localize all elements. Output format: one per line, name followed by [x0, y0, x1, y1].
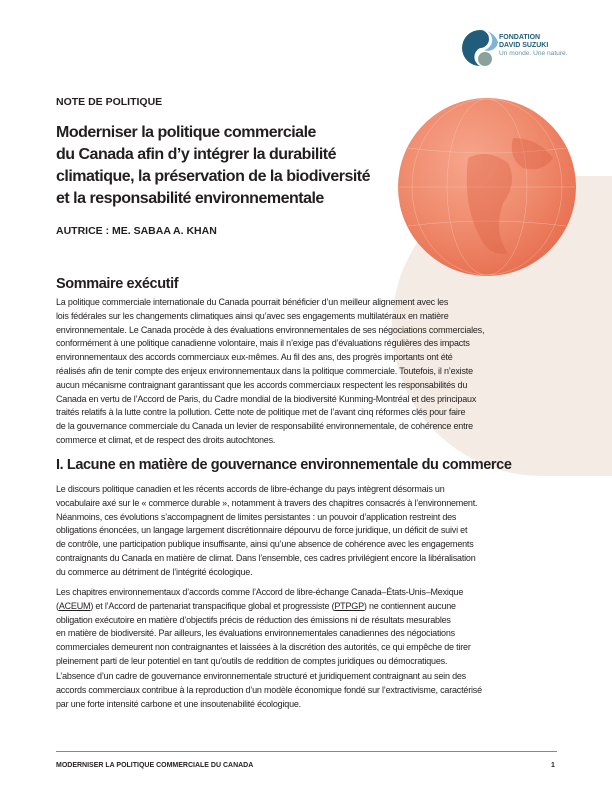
logo-tagline: Un monde. Une nature.: [499, 50, 568, 57]
title-line: Moderniser la politique commerciale: [56, 124, 316, 141]
fondation-david-suzuki-logo-icon: [462, 28, 498, 68]
title-line: et la responsabilité environnementale: [56, 190, 324, 207]
text-line: de contrôle, une participation publique insuffisante, ainsi qu’une absence de cohérence avec les engagements: [56, 539, 474, 550]
text-line: Canada en vertu de l’Accord de Paris, du Cadre mondial de la biodiversité Kunming-Montréal et des principaux: [56, 393, 477, 404]
text-line: environnementaux des accords commerciaux eux-mêmes. Au fil des ans, des progrès importants ont été: [56, 352, 453, 363]
text-line: de la gouvernance commerciale du Canada un levier de responsabilité environnementale, de cohérence entre: [56, 421, 473, 432]
text-line: vocabulaire axé sur le « commerce durable », notamment à travers des chapitres consacrés à l’environnement.: [56, 497, 478, 508]
text-line: L’absence d’un cadre de gouvernance environnementale structuré et juridiquement contraignant au sein des: [56, 671, 466, 681]
author-line: AUTRICE : ME. SABAA A. KHAN: [56, 225, 217, 237]
title-line: du Canada afin d’y intégrer la durabilité: [56, 146, 336, 163]
document-type-label: NOTE DE POLITIQUE: [56, 96, 163, 108]
text-line: environnementale. Le Canada procède à des évaluations environnementales de ses négociations commerciales,: [56, 324, 485, 335]
footer-divider: [56, 751, 557, 752]
page-number: 1: [551, 762, 555, 769]
text-line: contraignants du Canada en matière de climat. Dans l’ensemble, ces cadres privilégient encore la libéralisation: [56, 552, 476, 563]
summary-paragraph: [56, 296, 484, 448]
text: ) ne contiennent aucune: [363, 600, 456, 611]
logo-line1: FONDATION: [499, 34, 541, 41]
text-line: conformément à une politique canadienne volontaire, mais il n’exige pas d’évaluations régulières des impacts: [56, 338, 470, 349]
document-title: [56, 122, 370, 210]
text: ) et l’Accord de partenariat transpacifique global et progressiste (: [90, 600, 335, 611]
globe-image: [398, 98, 576, 276]
text: (: [56, 600, 59, 611]
text-line: commerce et climat, et de respect des droits autochtones.: [56, 434, 276, 445]
section-1-paragraph-3: [56, 670, 482, 711]
text-line: aucun mécanisme contraignant garantissant que les accords commerciaux respectent les responsabilités du: [56, 379, 468, 390]
title-line: climatique, la préservation de la biodiversité: [56, 168, 371, 185]
text-line: obligation exécutoire en matière d’objectifs précis de réduction des émissions ni de résultats mesurables: [56, 614, 451, 625]
text-line: accords commerciaux contribue à la reproduction d’un modèle économique fondé sur l’extractivisme, caractérisé: [56, 684, 482, 695]
logo-line2: DAVID SUZUKI: [499, 42, 549, 49]
text-line: Néanmoins, ces évolutions s’accompagnent de limites persistantes : un pouvoir d’application restreint des: [56, 511, 457, 522]
logo-text: [499, 34, 568, 58]
summary-heading: Sommaire exécutif: [56, 276, 179, 292]
text-line: lois fédérales sur les changements climatiques ainsi qu’avec ses engagements multilatéraux en matière: [56, 310, 449, 321]
section-1-heading: I. Lacune en matière de gouvernance environnementale du commerce: [56, 457, 512, 473]
text-line: obligations énoncées, un langage largement discrétionnaire dépourvu de force juridique, un déficit de suivi et: [56, 525, 468, 536]
section-1-paragraph-1: [56, 483, 477, 580]
aceum-link[interactable]: ACEUM: [58, 600, 91, 611]
footer-title: MODERNISER LA POLITIQUE COMMERCIALE DU CANADA: [56, 762, 254, 769]
text-line: par une forte intensité carbone et une insoutenabilité écologique.: [56, 698, 301, 709]
section-1-paragraph-2: [56, 586, 471, 669]
text-line: du commerce au détriment de l’intégrité écologique.: [56, 566, 253, 577]
ptpgp-link[interactable]: PTPGP: [334, 600, 364, 611]
text-line: [56, 600, 471, 614]
text-line: traités relatifs à la lutte contre la pollution. Cette note de politique met de l’avant cinq réformes clés pour faire: [56, 407, 466, 418]
text-line: Le discours politique canadien et les récents accords de libre-échange du pays intègrent désormais un: [56, 484, 445, 494]
text-line: en matière de biodiversité. Par ailleurs, les évaluations environnementales canadiennes des négociations: [56, 628, 455, 639]
text-line: Les chapitres environnementaux d’accords comme l’Accord de libre-échange Canada–États-Unis–Mexique: [56, 587, 464, 597]
text-line: réalisés afin de tenir compte des enjeux environnementaux dans la politique commerciale. Toutefois, il n’existe: [56, 365, 473, 376]
text-line: La politique commerciale internationale du Canada pourrait bénéficier d’un meilleur alignement avec les: [56, 297, 449, 307]
text-line: pleinement parti de leur potentiel en tant qu’outils de reddition de comptes juridiques ou démocratiques.: [56, 655, 448, 666]
globe-grid-icon: [398, 98, 576, 276]
text-line: commerciales demeurent non contraignantes et laissées à la discrétion des autorités, ce qui empêche de tirer: [56, 642, 471, 653]
